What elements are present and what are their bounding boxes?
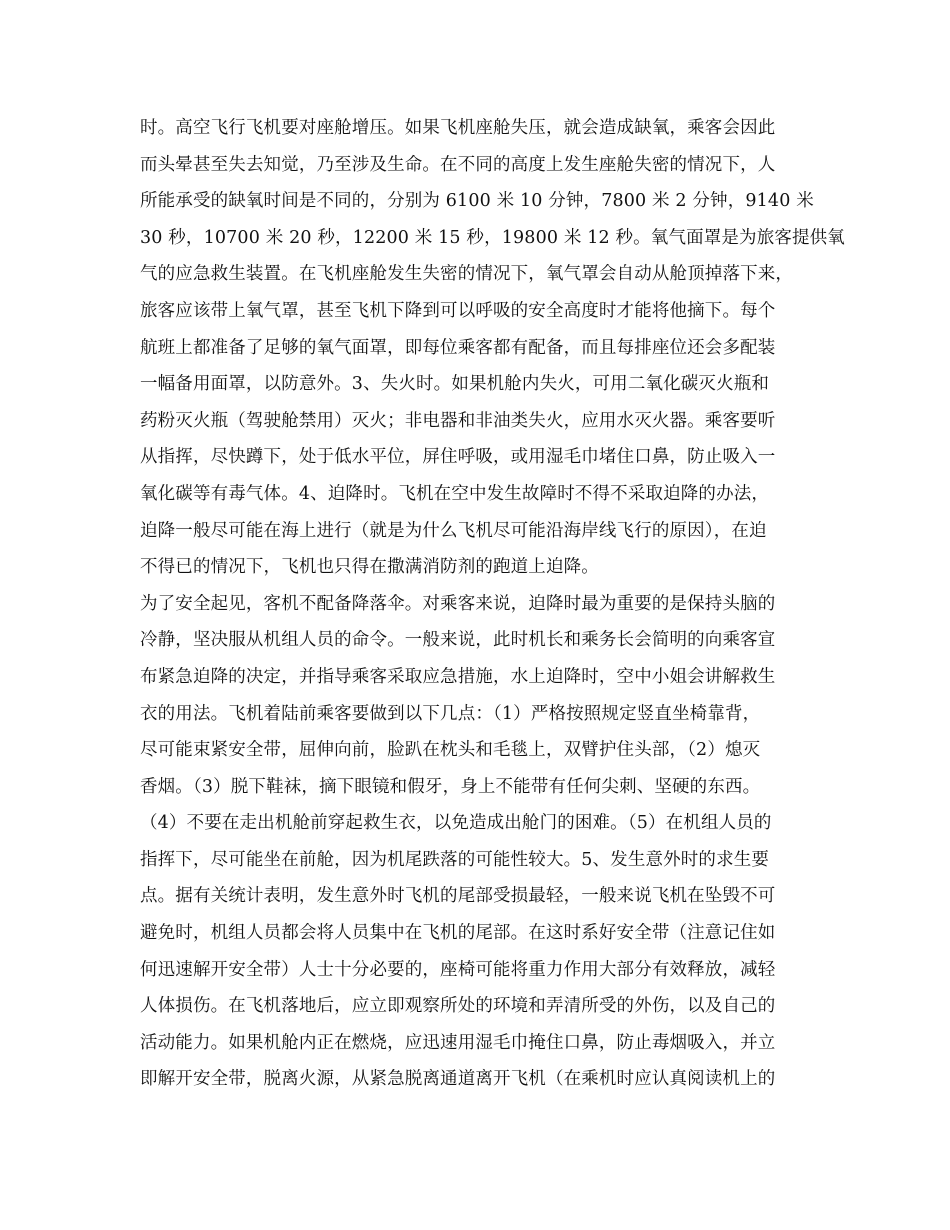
text-line: 人体损伤。在飞机落地后，应立即观察所处的环境和弄清所受的外伤，以及自己的 <box>140 996 776 1017</box>
text-line: 不得已的情况下，飞机也只得在撒满消防剂的跑道上迫降。 <box>140 557 599 578</box>
text-line: 活动能力。如果机舱内正在燃烧，应迅速用湿毛巾掩住口鼻，防止毒烟吸入，并立 <box>140 1032 776 1053</box>
text-line: 而头晕甚至失去知觉，乃至涉及生命。在不同的高度上发生座舱失密的情况下，人 <box>140 154 776 175</box>
text-line: 从指挥，尽快蹲下，处于低水平位，屏住呼吸，或用湿毛巾堵住口鼻，防止吸入一 <box>140 447 776 468</box>
text-line: 为了安全起见，客机不配备降落伞。对乘客来说，迫降时最为重要的是保持头脑的 <box>140 593 776 614</box>
text-line: 所能承受的缺氧时间是不同的，分别为 6100 米 10 分钟，7800 米 2 分钟，9140 米 <box>140 191 814 212</box>
body-text <box>140 110 845 1098</box>
text-line: 氧化碳等有毒气体。4、迫降时。飞机在空中发生故障时不得不采取迫降的办法， <box>140 483 770 504</box>
text-line: 一幅备用面罩，以防意外。3、失火时。如果机舱内失火，可用二氧化碳灭火瓶和 <box>140 374 770 395</box>
text-line: 时。高空飞行飞机要对座舱增压。如果飞机座舱失压，就会造成缺氧，乘客会因此 <box>140 118 776 138</box>
text-line: 气的应急救生装置。在飞机座舱发生失密的情况下，氧气罩会自动从舱顶掉落下来， <box>140 264 794 285</box>
text-line: 避免时，机组人员都会将人员集中在飞机的尾部。在这时系好安全带（注意记住如 <box>140 923 776 944</box>
text-line: 航班上都准备了足够的氧气面罩，即每位乘客都有配备，而且每排座位还会多配装 <box>140 337 776 358</box>
text-line: 迫降一般尽可能在海上进行（就是为什么飞机尽可能沿海岸线飞行的原因），在迫 <box>140 520 767 541</box>
text-line: （4）不要在走出机舱前穿起救生衣，以免造成出舱门的困难。（5）在机组人员的 <box>140 813 772 834</box>
text-line: 指挥下，尽可能坐在前舱，因为机尾跌落的可能性较大。5、发生意外时的求生要 <box>140 849 770 870</box>
text-line: 尽可能束紧安全带，屈伸向前，脸趴在枕头和毛毯上，双臂护住头部，（2）熄灭 <box>140 740 761 761</box>
text-line: 布紧急迫降的决定，并指导乘客采取应急措施，水上迫降时，空中小姐会讲解救生 <box>140 666 776 687</box>
text-line: 30 秒，10700 米 20 秒，12200 米 15 秒，19800 米 12 秒。氧气面罩是为旅客提供氧 <box>140 227 845 248</box>
text-line: 何迅速解开安全带）人士十分必要的，座椅可能将重力作用大部分有效释放，减轻 <box>140 959 776 980</box>
text-line: 旅客应该带上氧气罩，甚至飞机下降到可以呼吸的安全高度时才能将他摘下。每个 <box>140 300 776 321</box>
text-line: 点。据有关统计表明，发生意外时飞机的尾部受损最轻，一般来说飞机在坠毁不可 <box>140 886 776 907</box>
text-line: 即解开安全带，脱离火源，从紧急脱离通道离开飞机（在乘机时应认真阅读机上的 <box>140 1069 776 1090</box>
text-line: 衣的用法。飞机着陆前乘客要做到以下几点：（1）严格按照规定竖直坐椅靠背， <box>140 703 761 724</box>
text-line: 香烟。（3）脱下鞋袜，摘下眼镜和假牙，身上不能带有任何尖刺、坚硬的东西。 <box>140 776 761 797</box>
text-line: 冷静，坚决服从机组人员的命令。一般来说，此时机长和乘务长会简明的向乘客宣 <box>140 630 776 651</box>
text-line: 药粉灭火瓶（驾驶舱禁用）灭火；非电器和非油类失火，应用水灭火器。乘客要听 <box>140 410 776 431</box>
